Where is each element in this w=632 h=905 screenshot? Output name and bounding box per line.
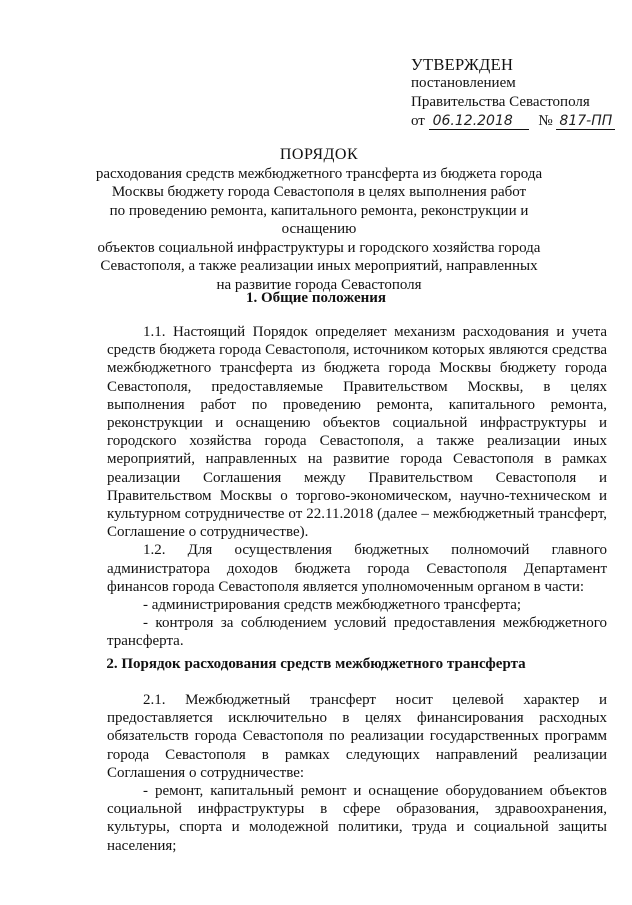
list-item: - контроля за соблюдением условий предоставления межбюджетного трансферта. — [107, 615, 607, 650]
approval-date-line — [411, 112, 611, 131]
section-2-heading: 2. Порядок расходования средств межбюджетного трансферта — [106, 656, 526, 672]
title-line: Москвы бюджету города Севастополя в целях выполнения работ — [111, 184, 527, 200]
document-title: ПОРЯДОК — [279, 146, 359, 163]
approval-stamp — [411, 55, 611, 131]
list-item: - ремонт, капитальный ремонт и оснащение оборудованием объектов социальной инфраструктуры в сфере образования, здравоохранения, культуры, спорта и молодежной политики, труда и социальной защиты населения; — [107, 783, 607, 854]
approval-line-2: Правительства Севастополя — [411, 94, 590, 110]
document-title-block — [84, 146, 554, 294]
title-line: по проведению ремонта, капитального ремонта, реконструкции и оснащению — [109, 202, 529, 237]
title-line: на развитие города Севастополя — [216, 276, 422, 293]
section-1-heading: 1. Общие положения — [245, 290, 387, 306]
approval-line-1: постановлением — [411, 75, 516, 91]
title-line: расходования средств межбюджетного трансферта из бюджета города — [95, 165, 543, 182]
title-line: объектов социальной инфраструктуры и городского хозяйства города — [97, 239, 541, 256]
number-prefix: № — [538, 113, 553, 129]
title-line: Севастополя, а также реализации иных мероприятий, направленных — [100, 258, 538, 274]
paragraph-1-1: 1.1. Настоящий Порядок определяет механизм расходования и учета средств бюджета города Севастополя, источником которых являются средства межбюджетного трансферта из бюджета города Москвы бюджету города Севастополя, предоставляемые Правительством Москвы, в целях выполнения работ по проведению ремонта, капитального ремонта, реконструкции и оснащению объектов социальной инфраструктуры и городского хозяйства города Севастополя, а также реализации иных мероприятий, направленных на развитие города Севастополя в рамках реализации Соглашения между Правительством Севастополя и Правительством Москвы о торгово-экономическом, научно-техническом и культурном сотрудничестве от 22.11.2018 (далее – межбюджетный трансферт, Соглашение о сотрудничестве). — [107, 324, 607, 541]
approval-title: УТВЕРЖДЕН — [411, 55, 514, 74]
handwritten-date: 06.12.2018 — [429, 113, 529, 130]
date-prefix: от — [411, 113, 425, 129]
handwritten-number: 817-ПП — [556, 113, 615, 130]
section-2-body — [107, 691, 607, 855]
section-1-body — [107, 323, 607, 651]
list-item: - администрирования средств межбюджетного трансферта; — [143, 597, 522, 614]
paragraph-1-2: 1.2. Для осуществления бюджетных полномочий главного администратора доходов бюджета города Севастополя Департамент финансов города Севастополя является уполномоченным органом в части: — [107, 542, 607, 595]
paragraph-2-1: 2.1. Межбюджетный трансферт носит целевой характер и предоставляется исключительно в целях финансирования расходных обязательств города Севастополя по реализации государственных программ города Севастополя в рамках следующих направлений реализации Соглашения о сотрудничестве: — [107, 692, 607, 781]
